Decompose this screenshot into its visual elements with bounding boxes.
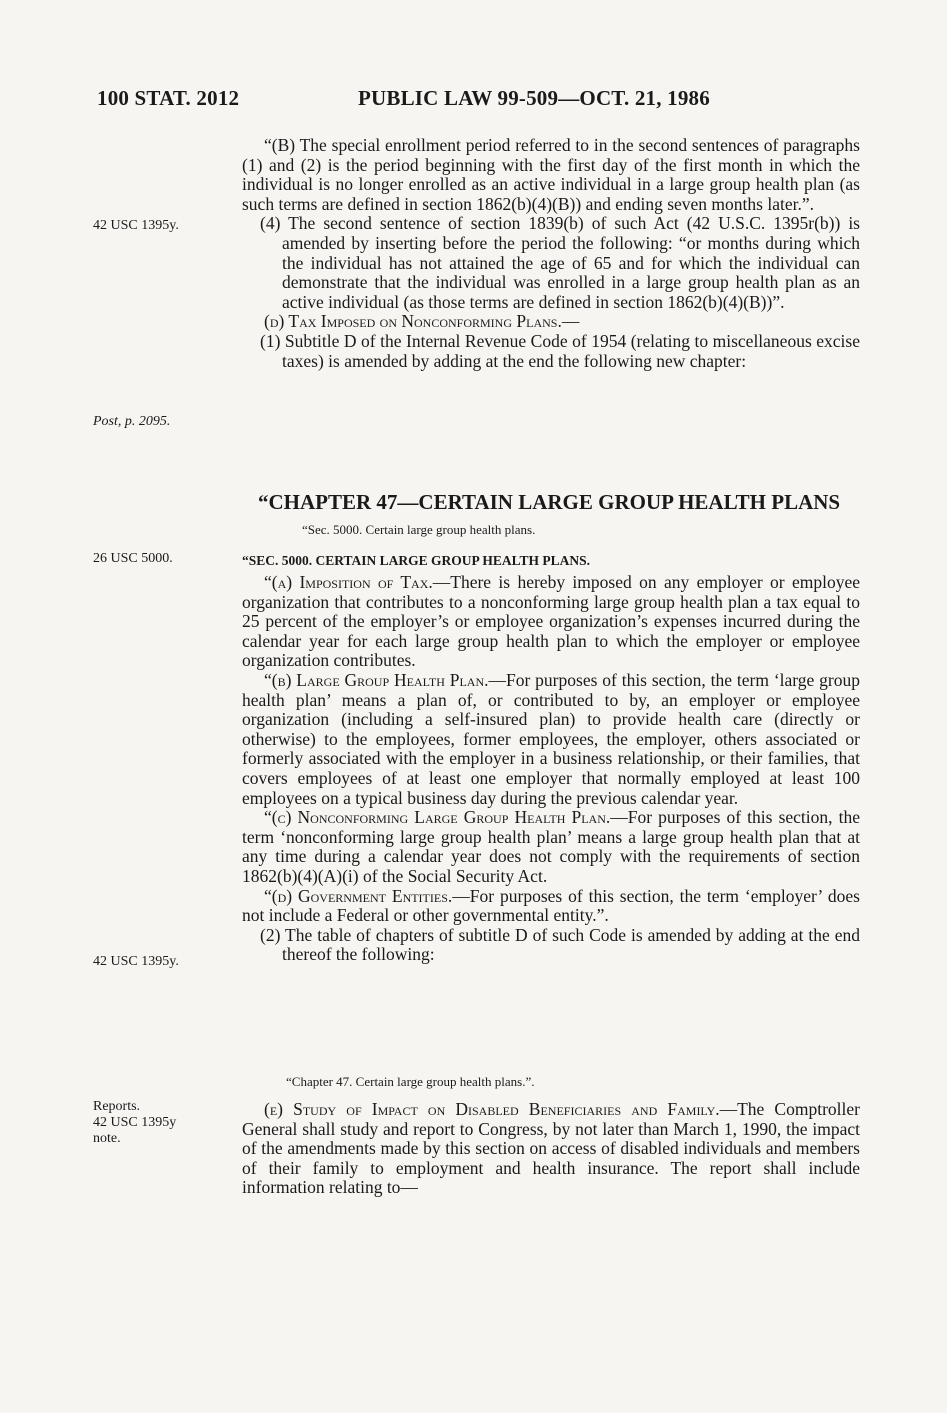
subsection-d-government	[242, 887, 860, 926]
margin-reports-note	[93, 1099, 213, 1147]
subsection-d-heading	[242, 312, 860, 332]
subsection-e-heading: (e) Study of Impact on Disabled Beneficiaries and Family.	[264, 1099, 720, 1119]
chapter-table-entry: “Chapter 47. Certain large group health plans.”.	[286, 1074, 535, 1089]
subsection-c-text: —For purposes of this section, the term ‘nonconforming large group health plan’ means a large group health plan that at any time during a calendar year does not comply with the requirements of section 1862(b)(4)(A)(i) of the Social Security Act.	[242, 807, 860, 886]
margin-citation: 26 USC 5000.	[93, 551, 173, 566]
subsection-d-title: (d) Tax Imposed on Nonconforming Plans.—	[264, 311, 580, 332]
subsection-b	[242, 671, 860, 808]
subsection-a-heading: “(a) Imposition of Tax.	[264, 572, 433, 592]
subsection-d-government-heading: “(d) Government Entities.	[264, 885, 453, 906]
paragraph-b-special-enrollment: “(B) The special enrollment period referred to in the second sentences of paragraphs (1) and (2) is the period beginning with the first day of the first month in which the individual is no longer enrolled as an active individual in a large group health plan (as such terms are defined in section 1862(b)(4)(B)) and ending seven months later.”.	[242, 135, 860, 214]
margin-note-line: 42 USC 1395y	[93, 1115, 177, 1130]
paragraph-4-amendment: (4) The second sentence of section 1839(b) of such Act (42 U.S.C. 1395r(b)) is amended by inserting before the period the following: “or months during which the individual has not attained the age of 65 and for which the individual can demonstrate that the individual was enrolled in a large group health plan as an active individual (as those terms are defined in section 1862(b)(4)(B))”.	[260, 213, 860, 312]
subsection-e	[242, 1100, 860, 1198]
subsection-a-text: —There is hereby imposed on any employer or employee organization that contributes to a nonconforming large group health plan a tax equal to 25 percent of the employer’s or employee organization’s expenses incurred during the calendar year for each large group health plan to which the employer or employee organization contributes.	[242, 572, 860, 671]
paragraph-d2: (2) The table of chapters of subtitle D of such Code is amended by adding at the end thereof the following:	[260, 924, 860, 965]
text-block-section-5000	[242, 573, 860, 965]
subsection-d-government-text: —For purposes of this section, the term ‘employer’ does not include a Federal or other governmental entity.”.	[242, 885, 860, 926]
section-heading: “SEC. 5000. CERTAIN LARGE GROUP HEALTH PLANS.	[242, 553, 590, 568]
chapter-section-listing: “Sec. 5000. Certain large group health plans.	[302, 522, 536, 537]
running-header: PUBLIC LAW 99-509—OCT. 21, 1986	[358, 86, 710, 110]
subsection-a	[242, 573, 860, 671]
paragraph-d1: (1) Subtitle D of the Internal Revenue Code of 1954 (relating to miscellaneous excise taxes) is amended by adding at the end the following new chapter:	[260, 330, 860, 371]
stat-page-number: 100 STAT. 2012	[97, 86, 240, 110]
subsection-c-heading: “(c) Nonconforming Large Group Health Plan.	[264, 807, 611, 828]
subsection-e-text: —The Comptroller General shall study and report to Congress, by not later than March 1, 1990, the impact of the amendments made by this section on access of disabled individuals and members of their family to employment and health insurance. The report shall include information relating to—	[242, 1099, 860, 1198]
margin-note-line: Reports.	[93, 1099, 141, 1114]
subsection-c	[242, 808, 860, 886]
margin-cross-reference: Post, p. 2095.	[93, 414, 171, 429]
chapter-title: “CHAPTER 47—CERTAIN LARGE GROUP HEALTH PLANS	[258, 490, 841, 514]
margin-citation: 42 USC 1395y.	[93, 954, 179, 969]
subsection-b-heading: “(b) Large Group Health Plan.	[264, 669, 489, 690]
subsection-b-text: —For purposes of this section, the term ‘large group health plan’ means a plan of, or contributed to by, an employer or employee organization (including a self-insured plan) to provide health care (directly or otherwise) to the employees, former employees, the employer, others associated or formerly associated with the employer in a business relationship, or their families, that covers employees of at least one employer that normally employed at least 100 employees on a typical business day during the previous calendar year.	[242, 669, 860, 808]
text-block-upper	[242, 136, 860, 371]
margin-note-line: note.	[93, 1131, 121, 1146]
text-block-subsection-e	[242, 1100, 860, 1198]
margin-citation: 42 USC 1395y.	[93, 218, 179, 233]
